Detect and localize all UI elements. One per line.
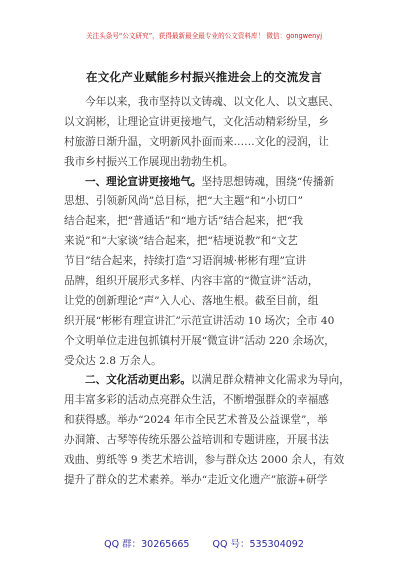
section-lead-line — [64, 173, 350, 193]
line-text: 让党的创新理论“声”入人心、落地生根。截至目前，组 — [64, 294, 319, 307]
line-text: 个文明单位走进包抓镇村开展“微宣讲”活动 220 余场次， — [64, 334, 335, 347]
line-text: 来说”和“大家谈”结合起来，把“桔埂说教”和“文艺 — [64, 235, 298, 248]
body-line — [64, 391, 350, 411]
body-line — [64, 192, 350, 212]
body-line — [64, 93, 350, 113]
body-line — [64, 411, 350, 431]
body-line — [64, 153, 350, 173]
line-text: 用丰富多彩的活动点亮群众生活，不断增强群众的幸福感 — [64, 394, 329, 407]
section-heading: 一、理论宣讲更接地气。 — [85, 175, 202, 188]
line-text: 结合起来，把“普通话”和“地方话”结合起来，把“我 — [64, 215, 303, 228]
line-text: 品牌，组织开展形式多样、内容丰富的“微宣讲”活动， — [64, 275, 319, 288]
qq-group-number: QQ 群：30265665 — [104, 539, 190, 550]
section-heading: 二、文化活动更出彩。 — [85, 374, 191, 387]
body-line — [64, 451, 350, 471]
document-body — [64, 93, 350, 491]
line-text: 戏曲、剪纸等 9 类艺术培训，参与群众达 2000 余人，有效 — [64, 454, 345, 467]
body-line — [64, 312, 350, 332]
body-line — [64, 272, 350, 292]
body-line — [64, 212, 350, 232]
body-line — [64, 113, 350, 133]
line-text: 办洞箫、古琴等传统乐器公益培训和专题讲座，开展书法 — [64, 434, 329, 447]
document-title: 在文化产业赋能乡村振兴推进会上的交流发言 — [86, 70, 322, 84]
line-text: 今年以来，我市坚持以文铸魂、以文化人、以文惠民、 — [85, 96, 340, 108]
body-line — [64, 252, 350, 272]
line-text: 村旅游日渐升温，文明新风扑面而来……文化的浸润，让 — [64, 135, 329, 148]
line-text: 节目”结合起来，持续打造“习语润城·彬彬有理”宣讲 — [64, 255, 307, 268]
line-text: 思想、引领新风尚”总目标，把“大主题”和“小切口” — [64, 195, 303, 208]
body-line — [64, 431, 350, 451]
line-text: 和获得感。举办“2024 年市全民艺术普及公益课堂”，举 — [64, 414, 328, 427]
line-text: 坚持思想铸魂，围绕“传播新 — [201, 175, 335, 188]
body-line — [64, 292, 350, 312]
contact-footer — [0, 536, 408, 550]
promo-header-banner: 关注头条号“公文研究”，获得最新最全最专业的公文资料库！ 微信：gongwenyj — [85, 32, 323, 40]
body-line — [64, 352, 350, 372]
qq-account-number: QQ 号：535304092 — [212, 539, 304, 550]
line-text: 织开展“彬彬有理宣讲汇”示范宣讲活动 10 场次；全市 40 — [64, 314, 335, 327]
line-text: 提升了群众的艺术素养。举办“走近文化遗产”旅游+研学 — [64, 473, 328, 486]
line-text: 以满足群众精神文化需求为导向， — [190, 374, 350, 387]
line-text: 以文润彬，让理论宣讲更接地气，文化活动精彩纷呈，乡 — [64, 115, 329, 128]
line-text: 我市乡村振兴工作展现出勃勃生机。 — [64, 155, 234, 168]
body-line — [64, 133, 350, 153]
line-text: 受众达 2.8 万余人。 — [64, 354, 162, 367]
body-line — [64, 232, 350, 252]
body-line — [64, 332, 350, 352]
section-lead-line — [64, 371, 350, 391]
body-line — [64, 471, 350, 491]
